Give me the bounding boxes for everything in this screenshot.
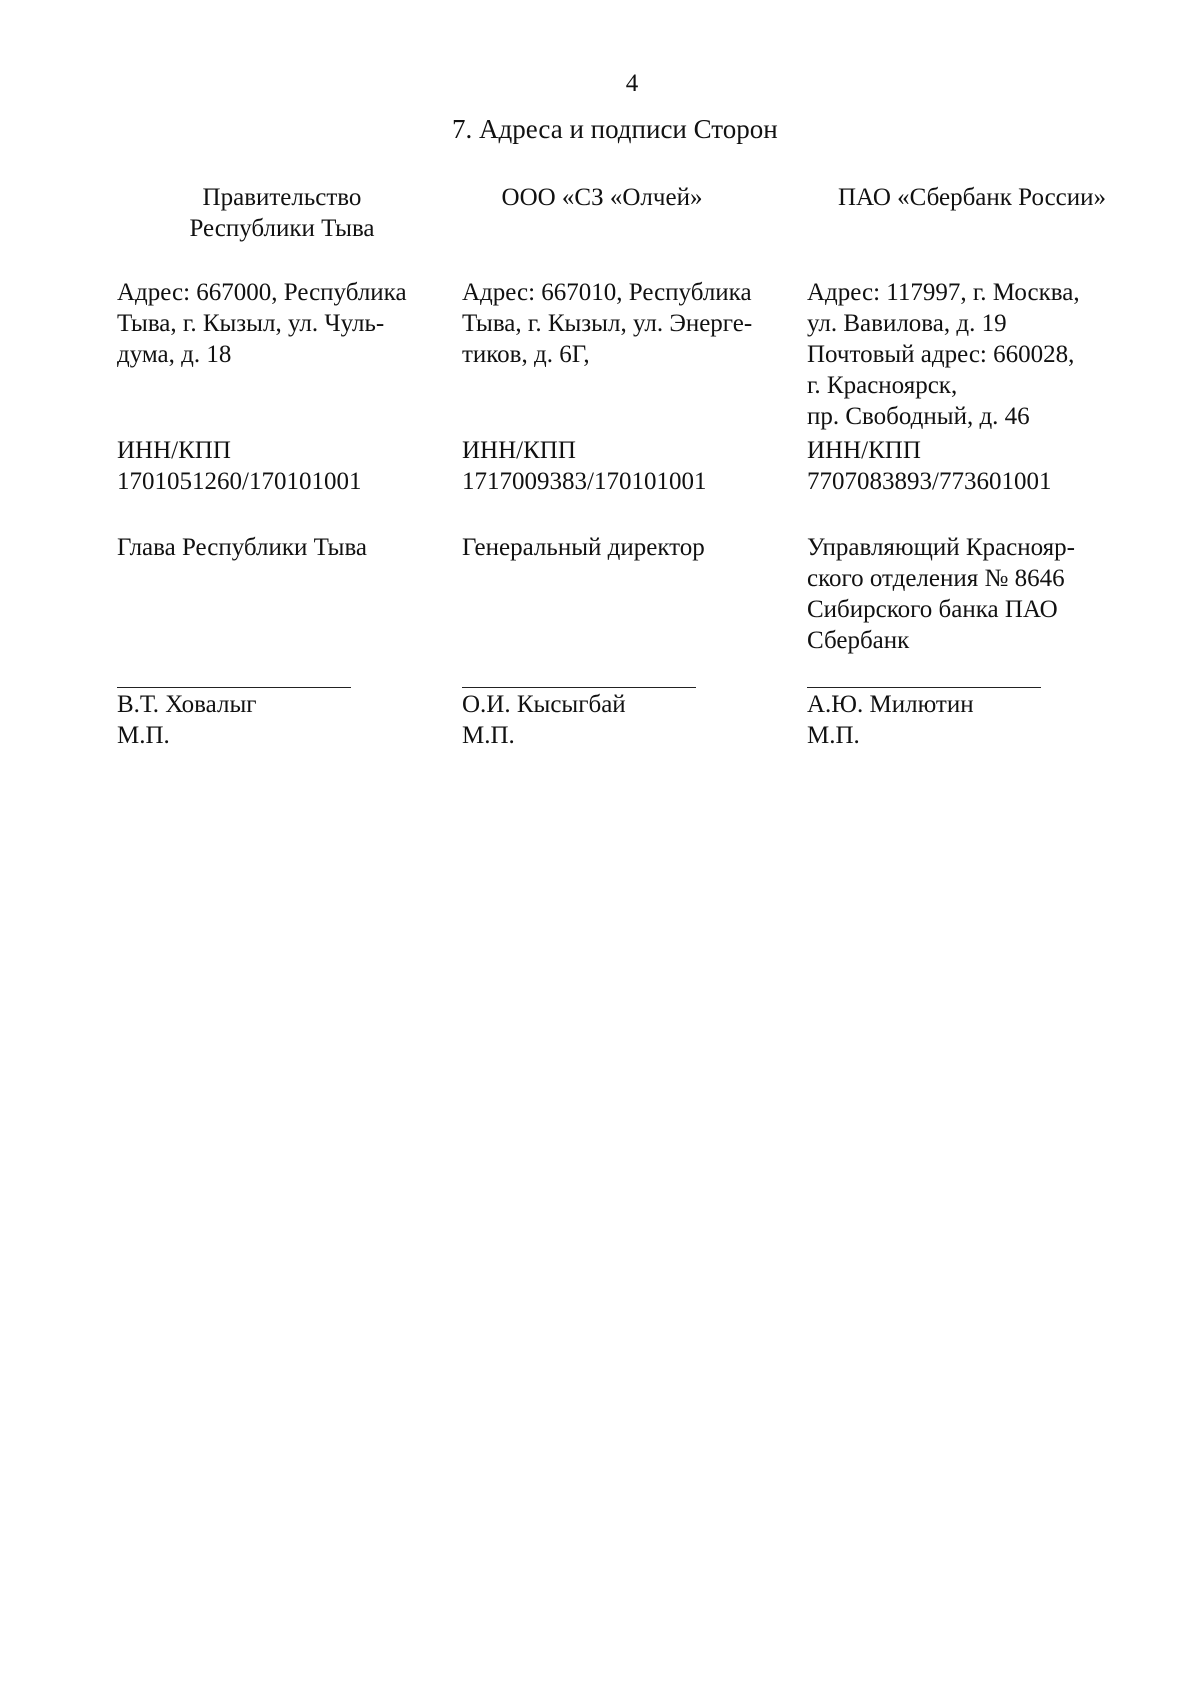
inn-value: 7707083893/773601001 [807, 468, 1052, 495]
stamp-place: М.П. [807, 722, 860, 749]
party-name-line: ООО «СЗ «Олчей» [501, 184, 703, 211]
position-line: Сибирского банка ПАО [807, 596, 1058, 623]
position-line: Глава Республики Тыва [117, 534, 368, 561]
signatory-block [807, 689, 1147, 751]
address-line: пр. Свободный, д. 46 [807, 403, 1030, 430]
address-line: Адрес: 667000, Республика [117, 279, 407, 306]
party-inn [462, 435, 802, 497]
party-inn [117, 435, 457, 497]
party-name [807, 182, 1137, 213]
signatory-position [117, 532, 457, 563]
address-line: Адрес: 667010, Республика [462, 279, 752, 306]
address-line: Почтовый адрес: 660028, [807, 341, 1075, 368]
party-inn [807, 435, 1147, 497]
inn-label: ИНН/КПП [807, 437, 921, 464]
position-line: Управляющий Краснояр- [807, 534, 1075, 561]
inn-value: 1717009383/170101001 [462, 468, 707, 495]
signatory-name: В.Т. Ховалыг [117, 691, 257, 718]
signatory-name: О.И. Кысыгбай [462, 691, 626, 718]
party-name [117, 182, 447, 244]
position-line: Сбербанк [807, 627, 910, 654]
signature-line [117, 687, 351, 688]
party-name-line: Правительство [202, 184, 362, 211]
signatory-block [462, 689, 802, 751]
address-line: г. Красноярск, [807, 372, 958, 399]
address-line: ул. Вавилова, д. 19 [807, 310, 1007, 337]
inn-value: 1701051260/170101001 [117, 468, 362, 495]
address-line: Тыва, г. Кызыл, ул. Чуль- [117, 310, 385, 337]
position-line: ского отделения № 8646 [807, 565, 1065, 592]
stamp-place: М.П. [117, 722, 170, 749]
party-name-line: ПАО «Сбербанк России» [837, 184, 1107, 211]
signatory-position [807, 532, 1147, 656]
party-address [807, 277, 1147, 432]
address-line: Тыва, г. Кызыл, ул. Энерге- [462, 310, 753, 337]
inn-label: ИНН/КПП [462, 437, 576, 464]
signature-line [462, 687, 696, 688]
signatory-block [117, 689, 457, 751]
party-address [462, 277, 802, 370]
section-title: 7. Адреса и подписи Сторон [452, 114, 778, 144]
address-line: Адрес: 117997, г. Москва, [807, 279, 1080, 306]
party-name-line: Республики Тыва [189, 215, 375, 242]
signatory-position [462, 532, 802, 563]
signatory-name: А.Ю. Милютин [807, 691, 974, 718]
party-address [117, 277, 457, 370]
stamp-place: М.П. [462, 722, 515, 749]
party-name [462, 182, 742, 213]
address-line: дума, д. 18 [117, 341, 232, 368]
inn-label: ИНН/КПП [117, 437, 231, 464]
signature-line [807, 687, 1041, 688]
page-number: 4 [625, 70, 639, 97]
address-line: тиков, д. 6Г, [462, 341, 590, 368]
position-line: Генеральный директор [462, 534, 705, 561]
